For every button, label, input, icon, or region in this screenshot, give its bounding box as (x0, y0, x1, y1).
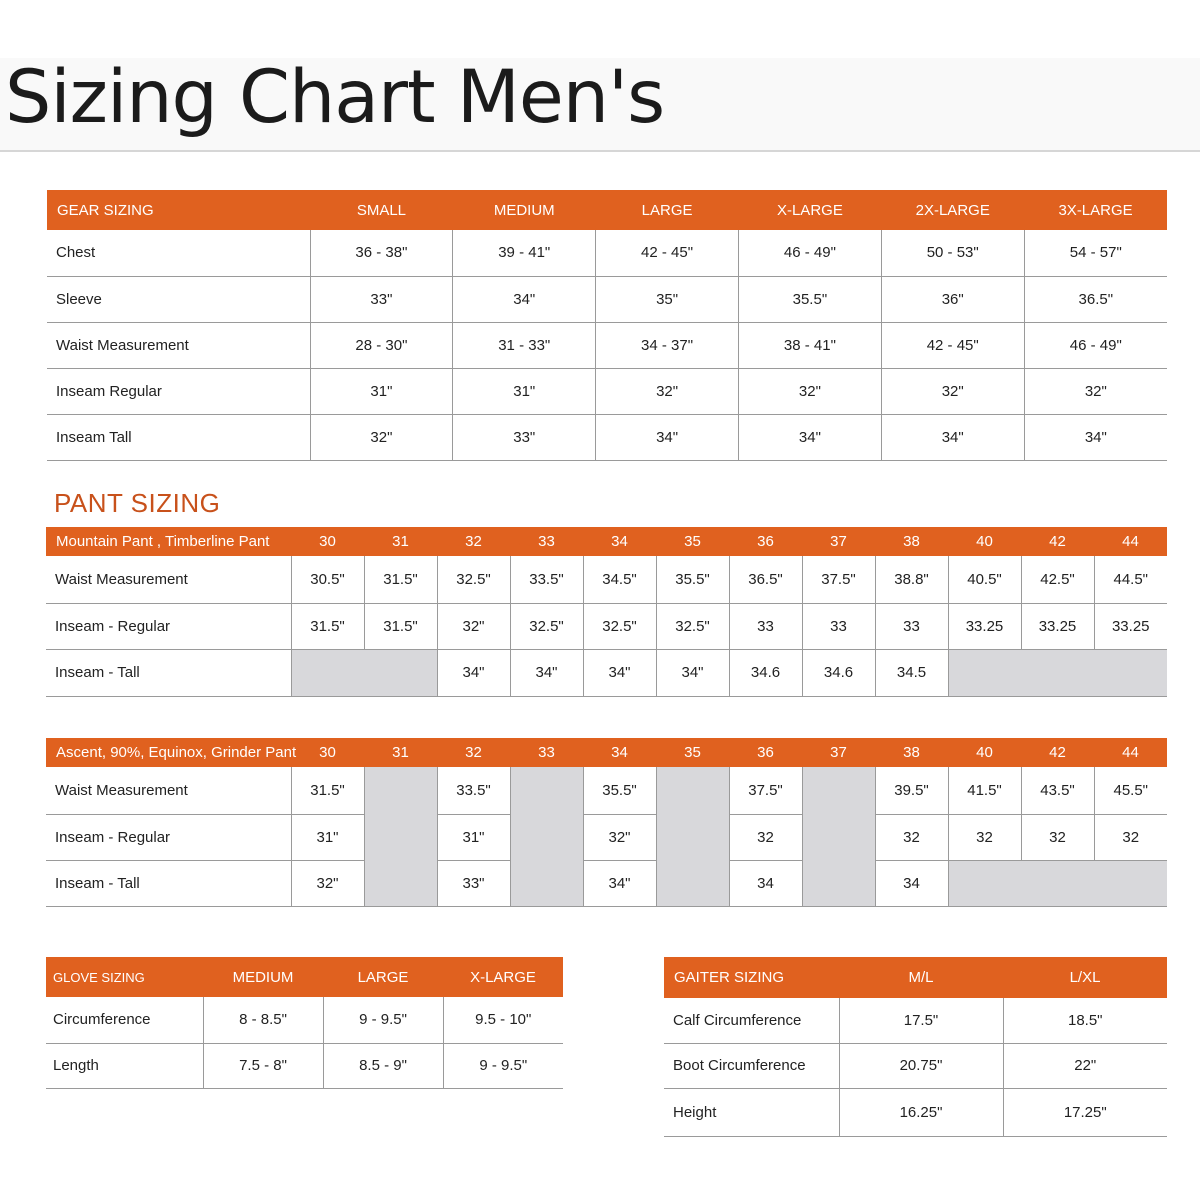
table-cell: 32" (1024, 368, 1167, 414)
size-col-44: 44 (1094, 738, 1167, 767)
table-cell: 42 - 45" (596, 230, 739, 276)
table-cell: 34" (1024, 414, 1167, 460)
row-label: Boot Circumference (664, 1043, 839, 1088)
table-cell: 31" (453, 368, 596, 414)
table-cell: 32.5" (583, 603, 656, 649)
unavailable-cell (948, 649, 1167, 696)
table-cell: 34" (583, 649, 656, 696)
glove-col-medium: MEDIUM (203, 957, 323, 997)
size-col-32: 32 (437, 527, 510, 556)
table-cell: 16.25" (839, 1088, 1003, 1136)
row-label: Inseam Tall (47, 414, 310, 460)
table-cell: 43.5" (1021, 767, 1094, 814)
size-col-36: 36 (729, 738, 802, 767)
table-cell: 34" (738, 414, 881, 460)
size-col-30: 30 (291, 738, 364, 767)
row-label: Waist Measurement (46, 767, 291, 814)
size-col-34: 34 (583, 527, 656, 556)
table-cell: 34" (583, 860, 656, 906)
table-cell: 33 (875, 603, 948, 649)
table-cell: 35" (596, 276, 739, 322)
table-cell: 34.6 (802, 649, 875, 696)
table-cell: 37.5" (729, 767, 802, 814)
table-cell: 34 (729, 860, 802, 906)
row-label: Inseam - Tall (46, 649, 291, 696)
gear-col-xlarge: X-LARGE (738, 190, 881, 230)
size-col-35: 35 (656, 738, 729, 767)
size-col-33: 33 (510, 527, 583, 556)
pant-ascent-header-label: Ascent, 90%, Equinox, Grinder Pant (46, 738, 291, 767)
table-cell: 33.25 (948, 603, 1021, 649)
size-col-42: 42 (1021, 738, 1094, 767)
table-cell: 18.5" (1003, 998, 1167, 1043)
table-cell: 31" (310, 368, 453, 414)
table-row (46, 860, 1167, 906)
gear-col-small: SMALL (310, 190, 453, 230)
table-cell: 31" (437, 814, 510, 860)
table-cell: 32 (875, 814, 948, 860)
table-cell: 38 - 41" (738, 322, 881, 368)
row-label: Length (46, 1043, 203, 1088)
unavailable-cell (364, 767, 437, 906)
table-cell: 32.5" (656, 603, 729, 649)
table-row (47, 368, 1167, 414)
table-cell: 34" (656, 649, 729, 696)
table-cell: 32" (738, 368, 881, 414)
pant-ascent-header-row (46, 738, 1167, 767)
table-cell: 8.5 - 9" (323, 1043, 443, 1088)
pant-mountain-table (46, 527, 1167, 697)
table-cell: 32" (881, 368, 1024, 414)
table-cell: 7.5 - 8" (203, 1043, 323, 1088)
table-cell: 32" (310, 414, 453, 460)
table-cell: 35.5" (656, 556, 729, 603)
size-col-37: 37 (802, 738, 875, 767)
table-cell: 34.5" (583, 556, 656, 603)
size-col-37: 37 (802, 527, 875, 556)
table-row (46, 814, 1167, 860)
row-label: Inseam - Tall (46, 860, 291, 906)
table-cell: 17.25" (1003, 1088, 1167, 1136)
table-cell: 36.5" (1024, 276, 1167, 322)
size-col-35: 35 (656, 527, 729, 556)
table-cell: 41.5" (948, 767, 1021, 814)
unavailable-cell (802, 767, 875, 906)
table-cell: 33.5" (510, 556, 583, 603)
table-cell: 31" (291, 814, 364, 860)
table-cell: 32" (437, 603, 510, 649)
table-cell: 40.5" (948, 556, 1021, 603)
row-label: Waist Measurement (46, 556, 291, 603)
gaiter-sizing-table (664, 957, 1167, 1137)
table-row (46, 556, 1167, 603)
table-row (46, 997, 563, 1043)
table-cell: 30.5" (291, 556, 364, 603)
pant-ascent-table (46, 738, 1167, 907)
table-cell: 34 - 37" (596, 322, 739, 368)
glove-sizing-table (46, 957, 563, 1089)
table-cell: 34" (437, 649, 510, 696)
size-col-42: 42 (1021, 527, 1094, 556)
table-cell: 34" (510, 649, 583, 696)
unavailable-cell (656, 767, 729, 906)
row-label: Sleeve (47, 276, 310, 322)
unavailable-cell (948, 860, 1167, 906)
row-label: Circumference (46, 997, 203, 1043)
table-cell: 37.5" (802, 556, 875, 603)
table-cell: 38.8" (875, 556, 948, 603)
table-row (46, 649, 1167, 696)
table-cell: 31.5" (364, 556, 437, 603)
size-col-40: 40 (948, 527, 1021, 556)
table-cell: 33.25 (1094, 603, 1167, 649)
size-col-30: 30 (291, 527, 364, 556)
table-row (664, 1088, 1167, 1136)
table-cell: 39.5" (875, 767, 948, 814)
gear-col-3xlarge: 3X-LARGE (1024, 190, 1167, 230)
row-label: Inseam - Regular (46, 603, 291, 649)
table-cell: 46 - 49" (1024, 322, 1167, 368)
table-cell: 17.5" (839, 998, 1003, 1043)
gear-col-large: LARGE (596, 190, 739, 230)
size-col-31: 31 (364, 527, 437, 556)
table-cell: 32" (291, 860, 364, 906)
table-row (46, 1043, 563, 1088)
glove-header-label: GLOVE SIZING (46, 957, 203, 997)
table-cell: 32" (583, 814, 656, 860)
page-title: Sizing Chart Men's (5, 55, 665, 140)
gear-header-label: GEAR SIZING (47, 190, 310, 230)
table-cell: 32" (596, 368, 739, 414)
size-col-44: 44 (1094, 527, 1167, 556)
row-label: Chest (47, 230, 310, 276)
table-cell: 33" (310, 276, 453, 322)
table-cell: 33 (729, 603, 802, 649)
gear-col-medium: MEDIUM (453, 190, 596, 230)
table-cell: 33.5" (437, 767, 510, 814)
table-row (664, 998, 1167, 1043)
table-cell: 36.5" (729, 556, 802, 603)
pant-mountain-header-label: Mountain Pant , Timberline Pant (46, 527, 291, 556)
table-cell: 31.5" (291, 767, 364, 814)
size-col-38: 38 (875, 527, 948, 556)
table-cell: 36" (881, 276, 1024, 322)
table-cell: 34.5 (875, 649, 948, 696)
row-label: Inseam Regular (47, 368, 310, 414)
table-cell: 45.5" (1094, 767, 1167, 814)
table-cell: 33" (453, 414, 596, 460)
table-cell: 9.5 - 10" (443, 997, 563, 1043)
table-cell: 31.5" (364, 603, 437, 649)
table-cell: 35.5" (583, 767, 656, 814)
table-cell: 20.75" (839, 1043, 1003, 1088)
table-row (47, 322, 1167, 368)
table-cell: 34" (453, 276, 596, 322)
gaiter-header-label: GAITER SIZING (664, 957, 839, 998)
unavailable-cell (510, 767, 583, 906)
table-row (46, 767, 1167, 814)
table-cell: 54 - 57" (1024, 230, 1167, 276)
row-label: Waist Measurement (47, 322, 310, 368)
gaiter-col-lxl: L/XL (1003, 957, 1167, 998)
table-row (47, 414, 1167, 460)
table-cell: 33.25 (1021, 603, 1094, 649)
table-cell: 50 - 53" (881, 230, 1024, 276)
table-cell: 32 (1094, 814, 1167, 860)
row-label: Inseam - Regular (46, 814, 291, 860)
table-cell: 34.6 (729, 649, 802, 696)
gaiter-header-row (664, 957, 1167, 998)
size-col-38: 38 (875, 738, 948, 767)
table-cell: 9 - 9.5" (323, 997, 443, 1043)
table-cell: 44.5" (1094, 556, 1167, 603)
table-cell: 39 - 41" (453, 230, 596, 276)
table-cell: 22" (1003, 1043, 1167, 1088)
size-col-36: 36 (729, 527, 802, 556)
gear-header-row (47, 190, 1167, 230)
gear-col-2xlarge: 2X-LARGE (881, 190, 1024, 230)
table-cell: 28 - 30" (310, 322, 453, 368)
glove-col-large: LARGE (323, 957, 443, 997)
table-row (46, 603, 1167, 649)
table-cell: 46 - 49" (738, 230, 881, 276)
table-cell: 42.5" (1021, 556, 1094, 603)
table-cell: 34" (881, 414, 1024, 460)
table-cell: 33" (437, 860, 510, 906)
table-cell: 34 (875, 860, 948, 906)
row-label: Height (664, 1088, 839, 1136)
table-cell: 42 - 45" (881, 322, 1024, 368)
table-row (664, 1043, 1167, 1088)
size-col-32: 32 (437, 738, 510, 767)
size-col-33: 33 (510, 738, 583, 767)
glove-col-xlarge: X-LARGE (443, 957, 563, 997)
size-col-40: 40 (948, 738, 1021, 767)
unavailable-cell (291, 649, 437, 696)
glove-header-row (46, 957, 563, 997)
pant-mountain-header-row (46, 527, 1167, 556)
pant-sizing-title: PANT SIZING (54, 488, 221, 518)
table-cell: 31.5" (291, 603, 364, 649)
size-col-34: 34 (583, 738, 656, 767)
row-label: Calf Circumference (664, 998, 839, 1043)
table-cell: 33 (802, 603, 875, 649)
size-col-31: 31 (364, 738, 437, 767)
table-cell: 32 (729, 814, 802, 860)
table-row (47, 276, 1167, 322)
gaiter-col-ml: M/L (839, 957, 1003, 998)
table-cell: 36 - 38" (310, 230, 453, 276)
table-cell: 31 - 33" (453, 322, 596, 368)
table-cell: 32.5" (437, 556, 510, 603)
table-cell: 32 (1021, 814, 1094, 860)
table-cell: 32 (948, 814, 1021, 860)
table-row (47, 230, 1167, 276)
table-cell: 34" (596, 414, 739, 460)
table-cell: 32.5" (510, 603, 583, 649)
table-cell: 8 - 8.5" (203, 997, 323, 1043)
table-cell: 9 - 9.5" (443, 1043, 563, 1088)
gear-sizing-table (47, 190, 1167, 461)
table-cell: 35.5" (738, 276, 881, 322)
